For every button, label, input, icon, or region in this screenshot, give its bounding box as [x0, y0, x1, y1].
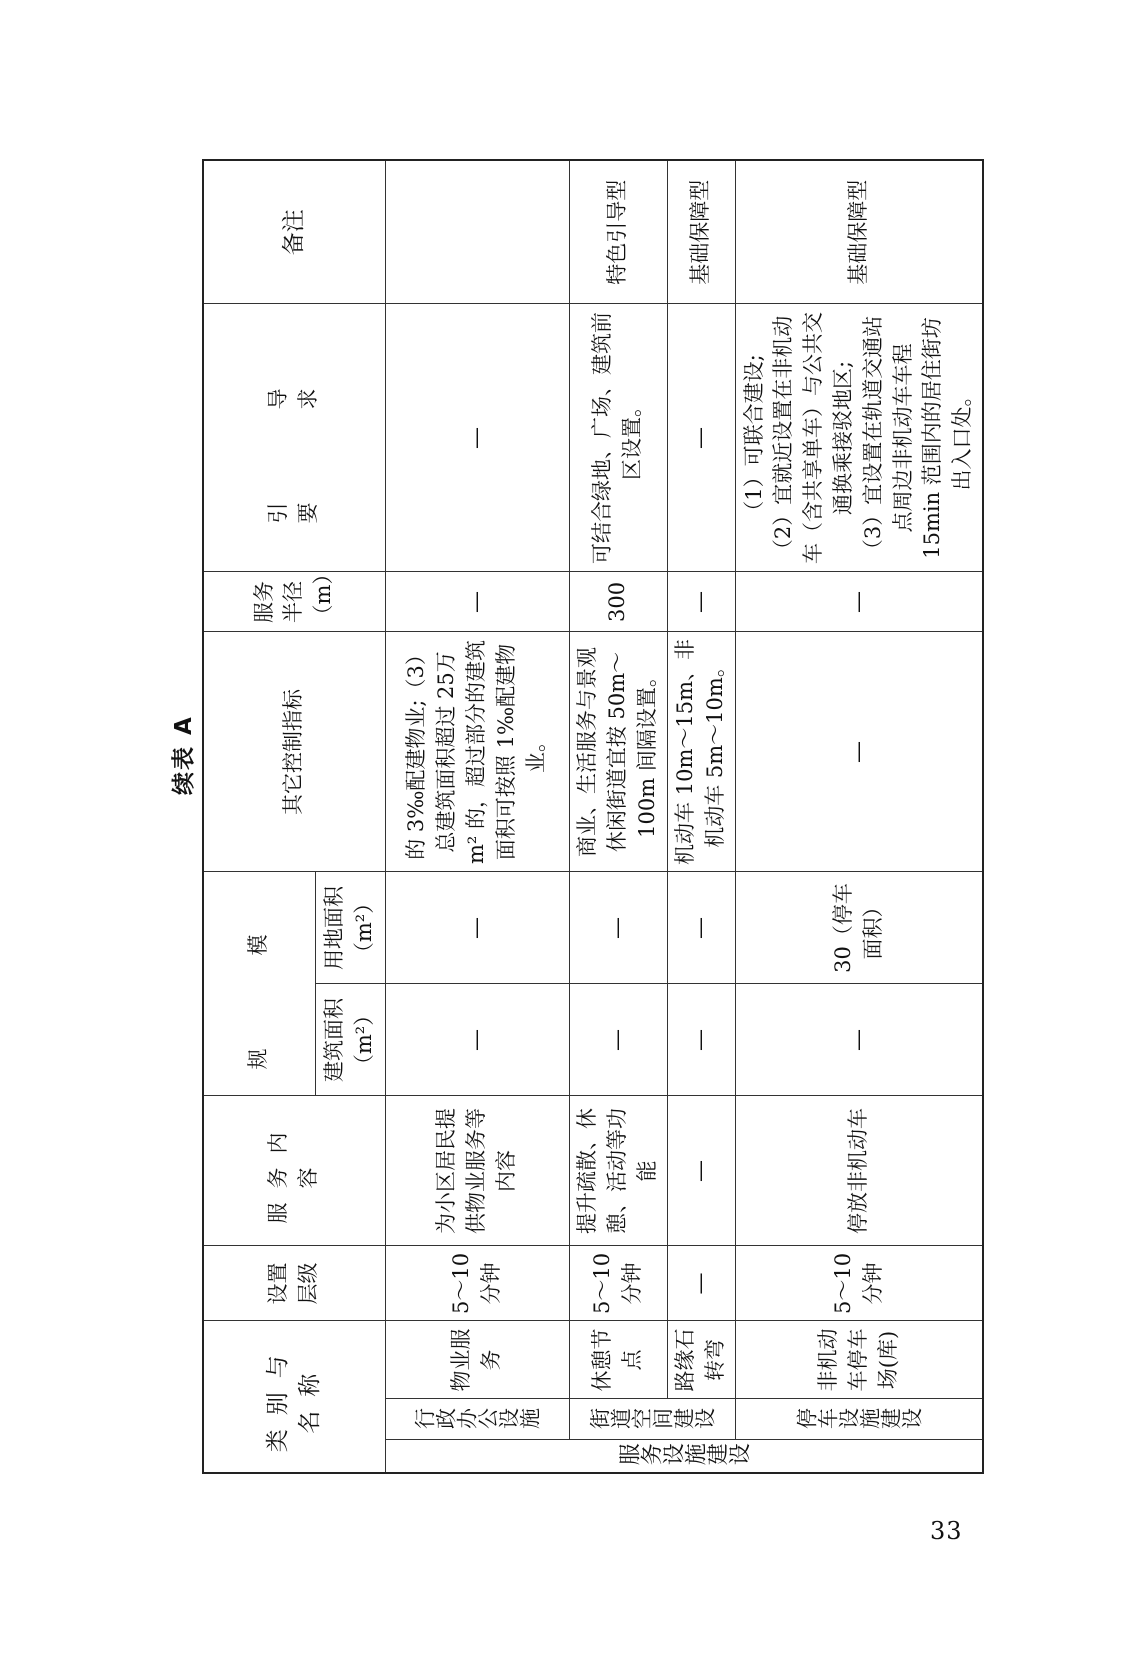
row-name: 休憩节点 [569, 1321, 667, 1399]
row-land-area: — [667, 872, 735, 984]
table-row [569, 160, 667, 1473]
page-number: 33 [930, 1517, 963, 1545]
row-guide: — [667, 304, 735, 572]
header-guide: 引 导 要 求 [203, 304, 385, 572]
row-control: 商业、生活服务与景观休闲街道宜按 50m～100m 间隔设置。 [569, 632, 667, 872]
spec-table [202, 159, 984, 1474]
header-radius: 服务半径（m） [203, 572, 385, 632]
table-row [667, 160, 735, 1473]
row-content: 停放非机动车 [735, 1096, 983, 1246]
group-parking: 停车设施建设 [735, 1399, 983, 1440]
row-land-area: — [385, 872, 569, 984]
row-building-area: — [385, 984, 569, 1096]
header-land-area: 用地面积（m²） [315, 872, 385, 984]
row-level: 5～10分钟 [385, 1246, 569, 1321]
row-control: — [735, 632, 983, 872]
table-row [385, 160, 569, 1473]
row-land-area: — [569, 872, 667, 984]
row-level: 5～10分钟 [735, 1246, 983, 1321]
row-level: 5～10分钟 [569, 1246, 667, 1321]
row-remark: 特色引导型 [569, 160, 667, 304]
header-control: 其它控制指标 [203, 632, 385, 872]
row-content: 提升疏散、休憩、活动等功能 [569, 1096, 667, 1246]
row-remark [385, 160, 569, 304]
row-remark: 基础保障型 [667, 160, 735, 304]
header-level: 设置层级 [203, 1246, 385, 1321]
header-row-1 [203, 160, 315, 1473]
row-land-area: 30（停车面积） [735, 872, 983, 984]
row-control: 机动车 10m～15m、非机动车 5m～10m。 [667, 632, 735, 872]
row-guide [735, 304, 983, 572]
row-radius: 300 [569, 572, 667, 632]
row-name: 物业服务 [385, 1321, 569, 1399]
table-row [735, 160, 983, 1473]
guide-line: （2）宜就近设置在非机动车（含共享单车）与公共交通换乘接驳地区; [771, 311, 855, 564]
guide-line: （1）可联合建设; [741, 354, 766, 522]
row-name: 非机动车停车场(库) [735, 1321, 983, 1399]
row-guide: — [385, 304, 569, 572]
row-radius: — [385, 572, 569, 632]
row-content: 为小区居民提供物业服务等内容 [385, 1096, 569, 1246]
row-remark: 基础保障型 [735, 160, 983, 304]
row-radius: — [735, 572, 983, 632]
header-building-area: 建筑面积（m²） [315, 984, 385, 1096]
row-radius: — [667, 572, 735, 632]
row-guide: 可结合绿地、广场、建筑前区设置。 [569, 304, 667, 572]
header-remark: 备注 [203, 160, 385, 304]
row-building-area: — [735, 984, 983, 1096]
guide-line: （3）宜设置在轨道交通站点周边非机动车车程 15min 范围内的居住街坊出入口处。 [860, 315, 975, 561]
table-caption: 续表 A [171, 715, 197, 795]
group-street: 街道空间建设 [569, 1399, 735, 1440]
group-service: 服务设施建设 [385, 1440, 983, 1473]
row-building-area: — [569, 984, 667, 1096]
row-level: — [667, 1246, 735, 1321]
row-content: — [667, 1096, 735, 1246]
group-admin: 行政办公设施 [385, 1399, 569, 1440]
header-category: 类别与名称 [203, 1321, 385, 1473]
row-control: 的 3‰配建物业;（3）总建筑面积超过 25万 m² 的，超过部分的建筑面积可按照 1‰配建物业。 [385, 632, 569, 872]
row-building-area: — [667, 984, 735, 1096]
row-name: 路缘石转弯 [667, 1321, 735, 1399]
rotated-table-wrapper [202, 161, 982, 1474]
header-content: 服务内容 [203, 1096, 385, 1246]
header-scale: 规 模 [203, 872, 315, 1096]
